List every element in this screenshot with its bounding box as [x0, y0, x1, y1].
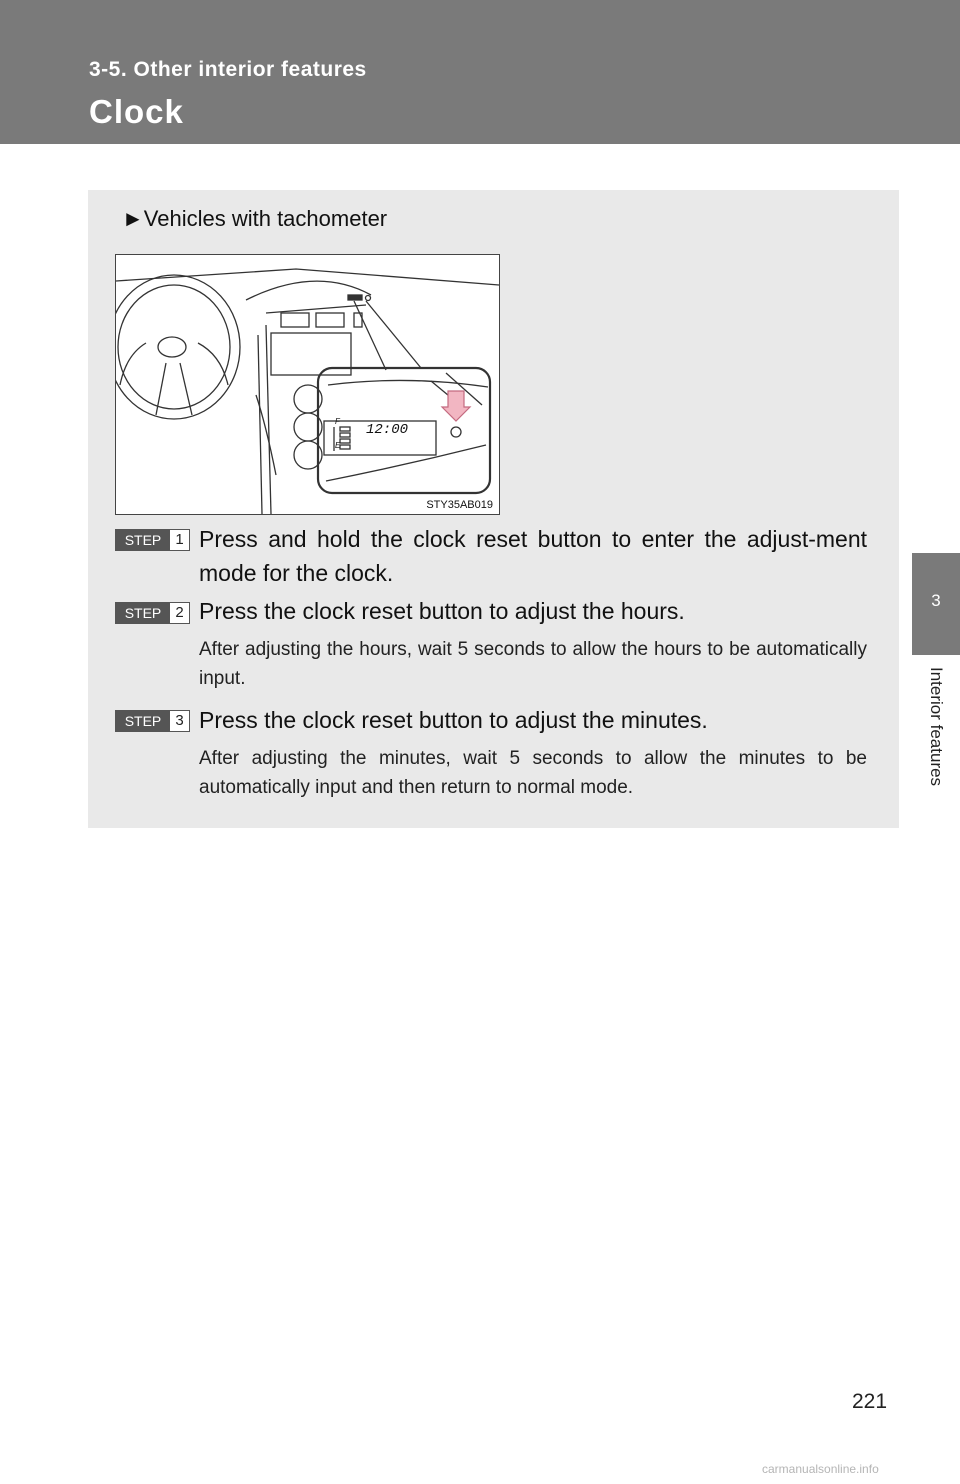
- step-number: 2: [175, 604, 184, 621]
- step-2-text: Press the clock reset button to adjust the hours.: [199, 598, 685, 624]
- step-number: 3: [175, 712, 184, 729]
- chapter-number: 3: [931, 591, 941, 610]
- dashboard-drawing: [116, 255, 499, 514]
- step-3-note: After adjusting the minutes, wait 5 seconds to allow the minutes to be automatically input and then return to normal mode.: [199, 748, 867, 798]
- display-time: 12:00: [366, 422, 409, 438]
- step-1-text: Press and hold the clock reset button to enter the adjust-ment mode for the clock.: [199, 526, 867, 586]
- step-number: 1: [175, 531, 184, 548]
- step-badge-1: [115, 529, 190, 551]
- step-badge-2: [115, 602, 190, 624]
- vehicle-note-text: Vehicles with tachometer: [143, 206, 388, 231]
- vehicle-note: [122, 206, 387, 232]
- figure-code: STY35AB019: [426, 499, 493, 511]
- page-number: 221: [852, 1390, 888, 1413]
- page-header: [0, 0, 960, 144]
- step-word: STEP: [116, 603, 170, 623]
- step-badge-3: [115, 710, 190, 732]
- watermark: carmanualsonline.info: [762, 1462, 879, 1476]
- section-label: 3-5. Other interior features: [89, 58, 367, 81]
- page-title: Clock: [89, 93, 184, 130]
- chapter-tab[interactable]: [912, 553, 960, 655]
- chapter-label: Interior features: [927, 667, 946, 787]
- step-3-text: Press the clock reset button to adjust the minutes.: [199, 707, 708, 733]
- dashboard-illustration: [115, 254, 500, 515]
- step-word: STEP: [116, 711, 170, 731]
- fuel-empty-label: E: [335, 441, 341, 450]
- step-2-note: After adjusting the hours, wait 5 seconds to allow the hours to be automatically input.: [199, 639, 867, 689]
- fuel-full-label: F: [335, 417, 340, 426]
- step-word: STEP: [116, 530, 170, 550]
- triangle-bullet-icon: ►: [122, 206, 144, 231]
